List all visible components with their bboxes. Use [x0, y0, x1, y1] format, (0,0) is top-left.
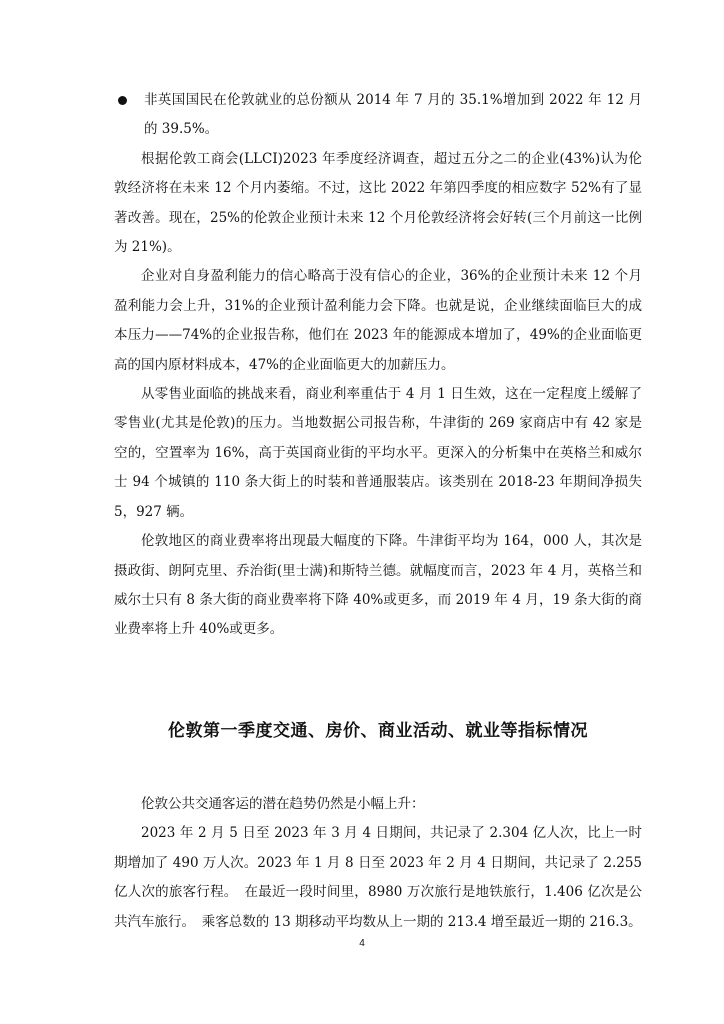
paragraph-transport-trend: 伦敦公共交通客运的潜在趋势仍然是小幅上升： — [141, 796, 425, 812]
page-number: 4 — [359, 938, 365, 949]
bullet-icon — [118, 96, 127, 105]
paragraph-transport-figures: 2023 年 2 月 5 日至 2023 年 3 月 4 日期间，共记录了 2.304 亿人次，比上一时期增加了 490 万人次。2023 年 1 月 8 日至 2023 年 2 月 4 日期间，共记录了 2.255 亿人次的旅客行程。 在最近一段时间里，8980 万次旅行是地铁旅行，1.406 亿次是公共汽车旅行。 乘客总数的 13 期移动平均数从上一期的 213.4 增至最近一期的 216.3。 — [114, 825, 642, 930]
bullet-text: 非英国国民在伦敦就业的总份额从 2014 年 7 月的 35.1%增加到 2022 年 12 月的 39.5%。 — [144, 92, 642, 138]
paragraph-business-rates: 伦敦地区的商业费率将出现最大幅度的下降。牛津街平均为 164，000 人，其次是摄政街、朗阿克里、乔治街(里士满)和斯特兰德。就幅度而言，2023 年 4 月，英格兰和威尔士只有 8 条大街的商业费率将下降 40%或更多，而 2019 年 4 月，19 条大街的商业费率将上升 40%或更多。 — [114, 533, 642, 638]
paragraph-llci-survey: 根据伦敦工商会(LLCI)2023 年季度经济调查，超过五分之二的企业(43%)认为伦敦经济将在未来 12 个月内萎缩。不过，这比 2022 年第四季度的相应数字 52%有了显著改善。现在，25%的伦敦企业预计未来 12 个月伦敦经济将会好转(三个月前这一比例为 21%)。 — [114, 150, 642, 256]
body-text-lower — [114, 790, 642, 937]
paragraph-retail: 从零售业面临的挑战来看，商业利率重估于 4 月 1 日生效，这在一定程度上缓解了零售业(尤其是伦敦)的压力。当地数据公司报告称，牛津街的 269 家商店中有 42 家是空的，空置率为 16%，高于英国商业街的平均水平。更深入的分析集中在英格兰和威尔士 94 个城镇的 110 条大街上的时装和普通服装店。该类别在 2018-23 年期间净损失 5，927 辆。 — [114, 386, 642, 520]
section-heading: 伦敦第一季度交通、房价、商业活动、就业等指标情况 — [168, 721, 588, 741]
paragraph-profitability: 企业对自身盈利能力的信心略高于没有信心的企业，36%的企业预计未来 12 个月盈利能力会上升，31%的企业预计盈利能力会下降。也就是说，企业继续面临巨大的成本压力——74%的企业报告称，他们在 2023 年的能源成本增加了，49%的企业面临更高的国内原材料成本，47%的企业面临更大的加薪压力。 — [114, 268, 642, 373]
bullet-item — [114, 86, 642, 145]
body-text-upper — [114, 86, 642, 645]
